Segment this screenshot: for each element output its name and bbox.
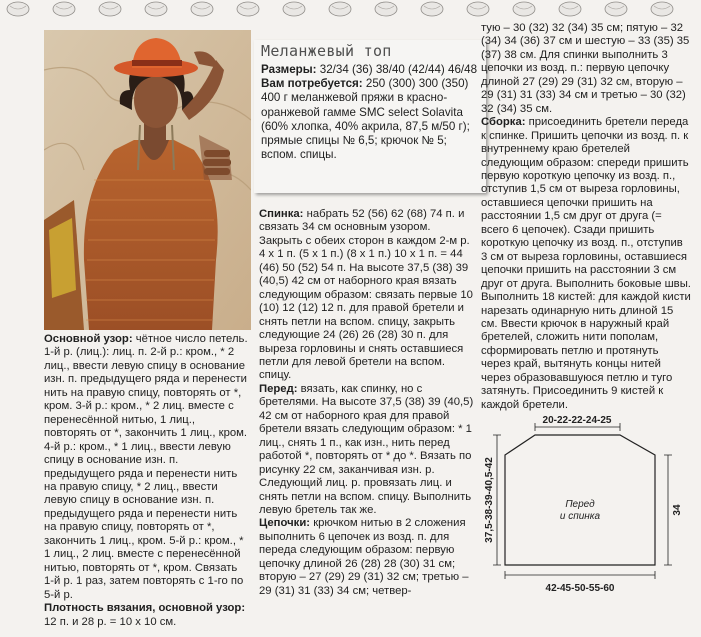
model-photo-illustration bbox=[44, 30, 251, 330]
back-paragraph bbox=[259, 208, 474, 383]
chains-continued-text: тую – 30 (32) 32 (34) 35 см; пятую – 32 (34) 34 (36) 37 см и шестую – 33 (35) 35 (37) 38 см. Для спинки выполнить 3 цепочки из возд. п.: первую цепочку длиной 27 (29) 29 (31) 32 см, вторую – 29 (31) 31 (33) 34 см и третью – 30 (32) 32 (34) 35 см. bbox=[481, 22, 690, 115]
chains-label: Цепочки: bbox=[259, 517, 311, 530]
diagram-bottom-label: 42-45-50-55-60 bbox=[545, 583, 615, 594]
density-label: Плотность вязания, основной узор: bbox=[44, 602, 246, 615]
model-photo bbox=[44, 30, 251, 330]
pattern-text: чётное число петель. 1-й р. (лиц.): лиц. п. 2-й р.: кром., * 2 лиц., ввести левую спицу в основание изн. п. предыдущего ряда и перенести нить на правую спицу, повторять от *, кром. 3-й р.: кром., * 2 лиц. вместе с перенесённой нитью, 1 лиц., повторять от *, закончить 1 лиц., кром. 4-й р.: кром., * 1 лиц., ввести левую спицу в основание изн. п. предыдущего ряда и перенести нить на правую спицу, * 2 лиц., ввести левую спицу в основание изн. п. предыдущего ряда и перенести нить на правую спицу, повторять от *, закончить 1 лиц., кром. 5-й р.: кром., * 1 лиц., 2 лиц. вместе с перенесённой нитью, повторять от *, кром. Связать 1-й р. 1 раз, затем повторять с 1-го по 5-й р. bbox=[44, 333, 248, 601]
materials-label: Вам потребуется: bbox=[261, 77, 363, 91]
pattern-title: Меланжевый топ bbox=[261, 42, 392, 60]
front-paragraph bbox=[259, 383, 474, 518]
front-label: Перед: bbox=[259, 382, 298, 395]
pattern-column bbox=[44, 333, 250, 629]
yarn-ball-row-icon bbox=[0, 0, 701, 18]
back-text: набрать 52 (56) 62 (68) 74 п. и связать 34 см основным узором. Закрыть с обеих сторон в каждом 2-м р. 4 x 1 п. (5 x 1 п.) (8 x 1 п.) 10 x 1 п. = 44 (46) 50 (52) 54 п. На высоте 37,5 (38) 39 (40,5) 42 см от наборного края вязать следующим образом: связать первые 10 (10) 12 (12) 12 п. для правой бретели и снять петли на вспом. спицу, закрыть следующие 24 (26) 26 (28) 30 п. для выреза горловины и снять оставшиеся петли для левой бретели на вспом. спицу. bbox=[259, 208, 473, 382]
title-card-body bbox=[261, 63, 483, 162]
decorative-top-band bbox=[0, 0, 701, 18]
density-value: 12 п. и 28 р. = 10 x 10 см. bbox=[44, 615, 177, 628]
materials-value: 250 (300) 300 (350) 400 г меланжевой пряжи в красно-оранжевой гамме SMC select Solavita (60% хлопка, 40% акрила, 87,5 м/50 г); прямые спицы № 6,5; крючок № 5; вспом. спицы. bbox=[261, 77, 470, 162]
diagram-center-line1: Перед bbox=[565, 499, 595, 510]
sizes-value: 32/34 (36) 38/40 (42/44) 46/48 bbox=[319, 63, 478, 76]
assembly-label: Сборка: bbox=[481, 116, 526, 129]
chains-text: крючком нитью в 2 сложения выполнить 6 цепочек из возд. п. для переда следующим образом: первую цепочку длиной 26 (28) 28 (30) 31 см; вторую – 27 (29) 29 (31) 32 см; третью – 29 (31) 31 (33) 34 см; четвер- bbox=[259, 517, 469, 597]
pattern-label: Основной узор: bbox=[44, 333, 133, 345]
diagram-center-line2: и спинка bbox=[559, 511, 601, 522]
assembly-text: присоединить бретели переда к спинке. Пришить цепочки из возд. п. к внутреннему краю бретелей следующим образом: спереди пришить первую короткую цепочку из возд. п., отступив 1,5 см от выреза горловины, оставшиеся цепочки пришить на расстоянии 1,5 см друг от друга (= всего 6 цепочек). Сзади пришить короткую цепочку из возд. п., отступив 3 см от выреза горловины, оставшиеся цепочки пришить на расстоянии 3 см друг от друга. Выполнить боковые швы. Выполнить 18 кистей: для каждой кисти нарезать одинарную нить длиной 15 см. Ввести крючок в наружный край бретелей, сложить нити пополам, сформировать петлю и протянуть через край, вытянуть концы нитей через образовавшуюся петлю и туго затянуть. Присоединить 9 кистей к каждой бретели. bbox=[481, 116, 691, 411]
pattern-paragraph bbox=[44, 333, 250, 602]
front-text: вязать, как спинку, но с бретелями. На высоте 37,5 (38) 39 (40,5) 42 см от наборного края для правой бретели вязать следующим образом: * 1 лиц., снять 1 п., как изн., нить перед работой *, повторять от * до *. Вязать по рисунку 22 см, заканчивая изн. р. Следующий лиц. р. провязать лиц. и снять петли на вспом. спицу. Выполнить левую бретель так же. bbox=[259, 382, 474, 516]
diagram-top-label: 20-22-22-24-25 bbox=[542, 415, 612, 426]
instructions-column bbox=[259, 208, 474, 598]
schematic-drawing bbox=[480, 415, 690, 630]
sizes-label: Размеры: bbox=[261, 63, 317, 76]
back-label: Спинка: bbox=[259, 208, 304, 220]
title-card bbox=[254, 40, 486, 193]
diagram-right-label: 34 bbox=[672, 504, 683, 516]
diagram-left-label: 37,5-38-39-40,5-42 bbox=[484, 457, 495, 543]
chains-paragraph bbox=[259, 517, 474, 598]
assembly-paragraph bbox=[481, 116, 691, 412]
assembly-column bbox=[481, 22, 691, 412]
schematic-diagram bbox=[480, 415, 690, 630]
